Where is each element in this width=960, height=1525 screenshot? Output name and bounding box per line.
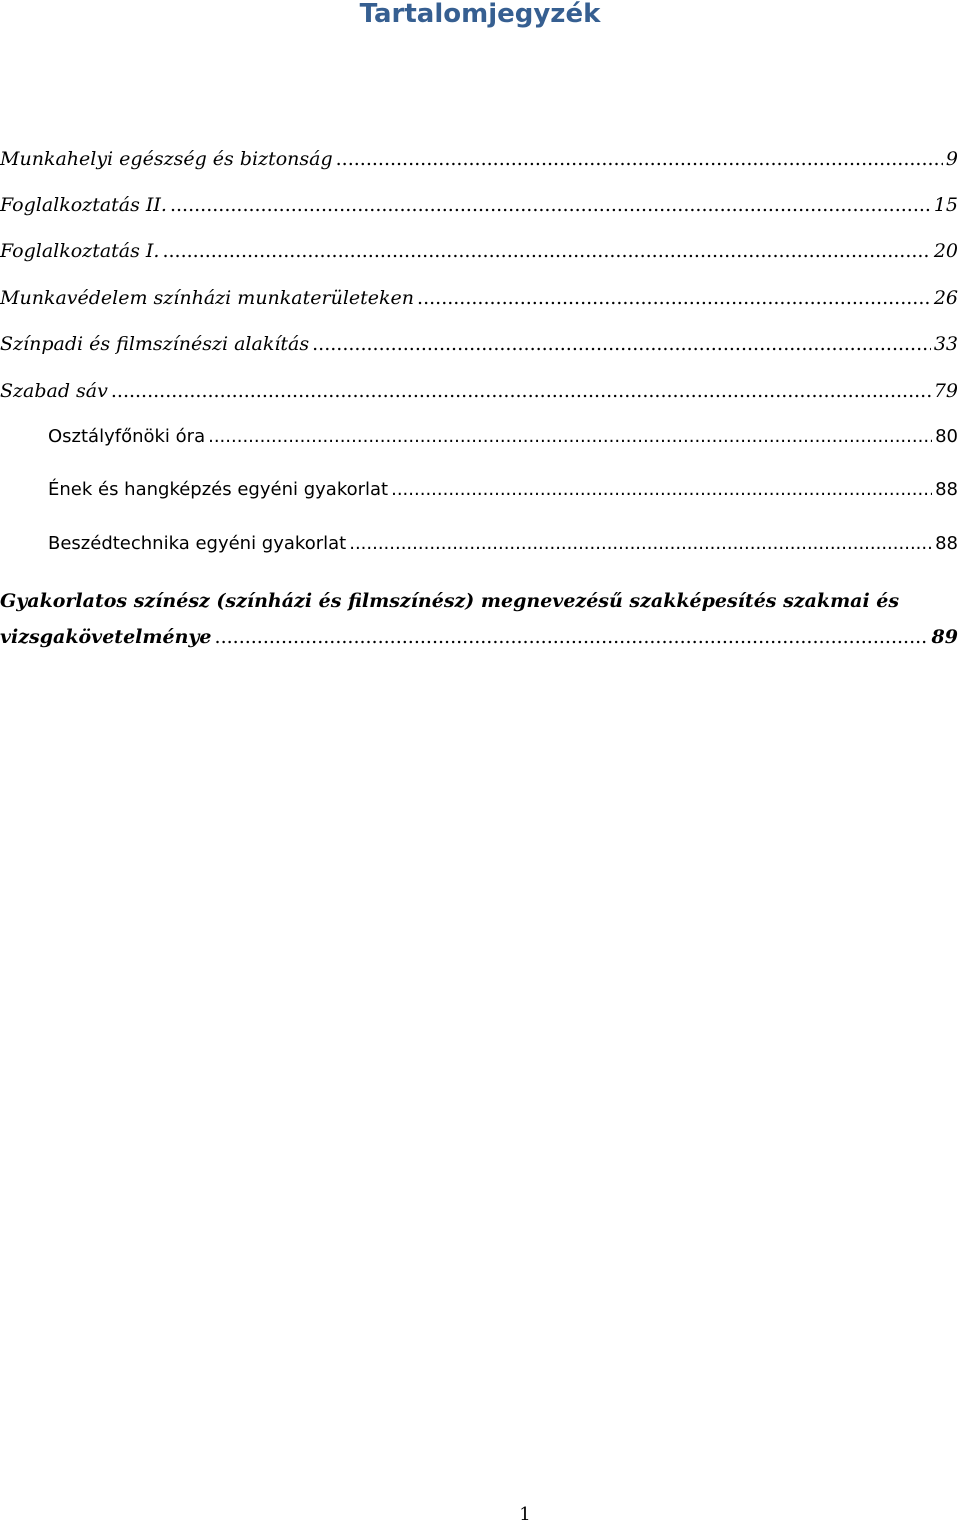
toc-entry-label: Munkavédelem színházi munkaterületeken <box>0 287 415 309</box>
toc-entry-label: Foglalkoztatás II. <box>0 194 167 216</box>
toc-entry-label: Színpadi és filmszínészi alakítás <box>0 333 310 355</box>
toc-final-entry-page: 89 <box>931 626 958 648</box>
toc-entry-page: 80 <box>935 426 958 447</box>
toc-entry[interactable] <box>0 240 958 262</box>
toc-entry[interactable] <box>0 194 958 216</box>
toc-entry-label: Munkahelyi egészség és biztonság <box>0 148 333 170</box>
toc-final-entry-line2-row <box>0 619 958 655</box>
page-number: 1 <box>519 1504 531 1525</box>
toc-title: Tartalomjegyzék <box>359 0 601 29</box>
toc-entry-page: 9 <box>945 148 958 170</box>
toc-leader <box>336 148 943 170</box>
toc-leader <box>208 426 932 447</box>
toc-entry-page: 26 <box>933 287 958 309</box>
toc-entry[interactable] <box>0 333 958 355</box>
toc-leader <box>215 619 929 655</box>
toc-final-entry[interactable] <box>0 583 958 655</box>
toc-entry-label: Foglalkoztatás I. <box>0 240 160 262</box>
toc-leader <box>349 533 932 554</box>
toc-subentry[interactable] <box>48 479 958 500</box>
toc-leader <box>170 194 931 216</box>
toc-subentry[interactable] <box>48 426 958 447</box>
toc-entry-label: Szabad sáv <box>0 380 108 402</box>
toc-entry-page: 88 <box>935 533 958 554</box>
toc-entry[interactable] <box>0 287 958 309</box>
toc-entry-page: 79 <box>933 380 958 402</box>
toc-entry-page: 88 <box>935 479 958 500</box>
toc-leader <box>162 240 930 262</box>
toc-entry-page: 15 <box>933 194 958 216</box>
toc-leader <box>391 479 932 500</box>
toc-final-entry-line1: Gyakorlatos színész (színházi és filmszínész) megnevezésű szakképesítés szakmai és <box>0 590 900 612</box>
toc-final-entry-line2: vizsgakövetelménye <box>0 626 212 648</box>
toc-entry-page: 20 <box>933 240 958 262</box>
toc-entry-label: Ének és hangképzés egyéni gyakorlat <box>48 479 389 500</box>
toc-leader <box>312 333 931 355</box>
toc-subentry[interactable] <box>48 533 958 554</box>
toc-entry-label: Beszédtechnika egyéni gyakorlat <box>48 533 347 554</box>
toc-leader <box>111 380 931 402</box>
toc-entry[interactable] <box>0 380 958 402</box>
toc-leader <box>417 287 931 309</box>
toc-entry-label: Osztályfőnöki óra <box>48 426 206 447</box>
toc-entry[interactable] <box>0 148 958 170</box>
toc-entry-page: 33 <box>933 333 958 355</box>
